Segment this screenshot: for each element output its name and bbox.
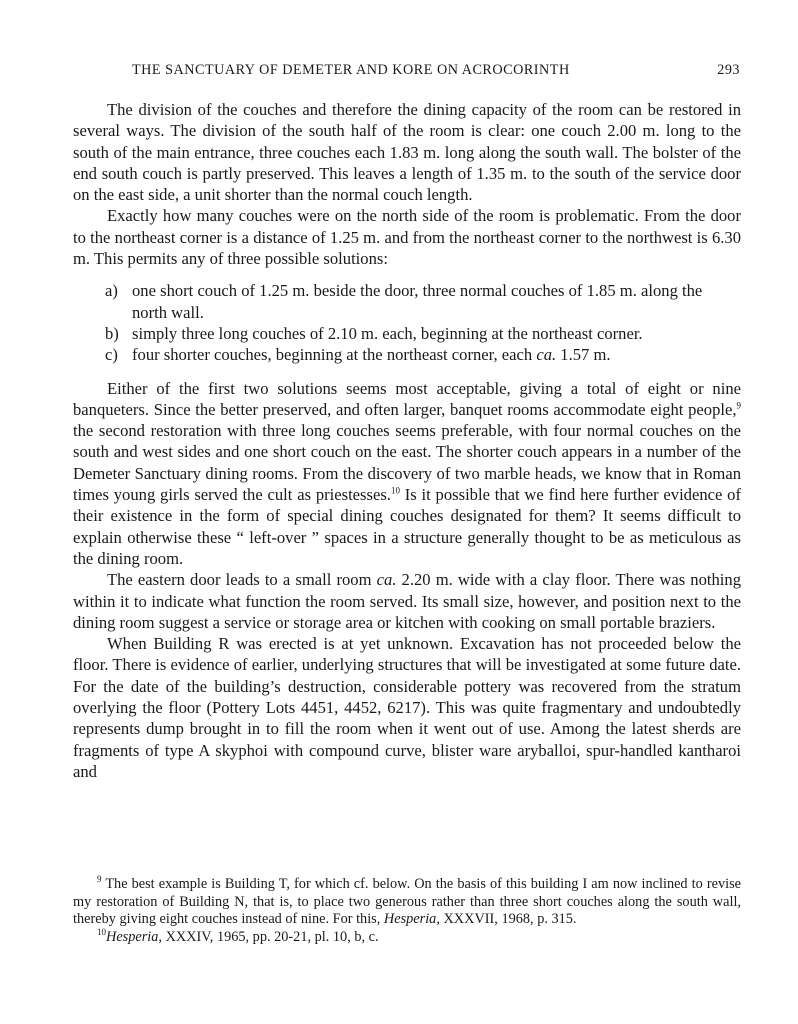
solutions-list — [73, 280, 741, 365]
running-title: THE SANCTUARY OF DEMETER AND KORE ON ACROCORINTH — [132, 62, 570, 78]
footnote-10: $^{10}$Hesperia, XXXIV, 1965, pp. 20-21, pl. 10, b, c. — [97, 926, 379, 945]
list-item — [73, 344, 741, 365]
list-item — [73, 323, 741, 344]
paragraph-3: Either of the first two solutions seems most acceptable, giving a total of eight or nine banqueters. Since the better preserved, and often larger, banquet rooms accommodate eight people,$^9$ the second restoration with three long couches seems preferable, with four normal couches on the south and west sides and one short couch on the east. The shorter couch appears in a number of the Demeter Sanctuary dining rooms. From the discovery of two marble heads, we know that in Roman times young girls served the cult as priestesses.$^{10}$ Is it possible that we find here further evidence of their existence in the form of special dining couches designated for them? It seems difficult to explain otherwise these “ left-over ” spaces in a structure generally thought to be as meticulous as the dining room. — [73, 378, 741, 568]
list-item-text: four shorter couches, beginning at the northeast corner, each ca. 1.57 m. — [132, 345, 611, 365]
list-item-label: b) — [105, 323, 119, 343]
list-item-label: c) — [105, 345, 118, 365]
paragraph-5: When Building R was erected is at yet unknown. Excavation has not proceeded below the floor. There is evidence of earlier, underlying structures that will be investigated at some future date. For the date of the building’s destruction, considerable pottery was recovered from the stratum overlying the floor (Pottery Lots 4451, 4452, 6217). This was quite fragmentary and undoubtedly represents dump brought in to fill the room when it went out of use. Among the latest sherds are fragments of type A skyphoi with compound curve, blister ware aryballoi, spur-handled kantharoi and — [73, 634, 741, 781]
list-item-text: one short couch of 1.25 m. beside the door, three normal couches of 1.85 m. along the north wall. — [132, 281, 703, 322]
paragraph-1: The division of the couches and therefore the dining capacity of the room can be restored in several ways. The division of the south half of the room is clear: one couch 2.00 m. long to the south of the main entrance, three couches each 1.83 m. long along the south wall. The bolster of the end south couch is partly preserved. This leaves a length of 1.35 m. to the south of the service door on the east side, a unit shorter than the normal couch length. — [73, 100, 741, 205]
main-text — [73, 99, 741, 782]
running-header — [132, 62, 740, 79]
paragraph-4: The eastern door leads to a small room ca. 2.20 m. wide with a clay floor. There was nothing within it to indicate what function the room served. Its small size, however, and position next to the dining room suggest a service or storage area or kitchen with cooking on small portable braziers. — [73, 570, 741, 632]
footnotes — [73, 876, 741, 946]
footnote-9: $^9$ The best example is Building T, for which cf. below. On the basis of this building I am now inclined to revise my restoration of Building N, that is, to place two generous rather than three short couches along the south wall, thereby giving eight couches instead of nine. For this, Hesperia, XXXVII, 1968, p. 315. — [73, 874, 741, 927]
footnote-ref-9[interactable]: 9 — [736, 400, 741, 411]
footnote-ref-10[interactable]: 10 — [390, 485, 400, 496]
list-item — [73, 280, 741, 323]
list-item-text: simply three long couches of 2.10 m. each, beginning at the northeast corner. — [132, 323, 643, 343]
page-number: 293 — [717, 62, 740, 78]
paragraph-2: Exactly how many couches were on the north side of the room is problematic. From the door to the northeast corner is a distance of 1.25 m. and from the northeast corner to the northwest is 6.30 m. This permits any of three possible solutions: — [73, 206, 741, 269]
list-item-label: a) — [105, 281, 118, 301]
